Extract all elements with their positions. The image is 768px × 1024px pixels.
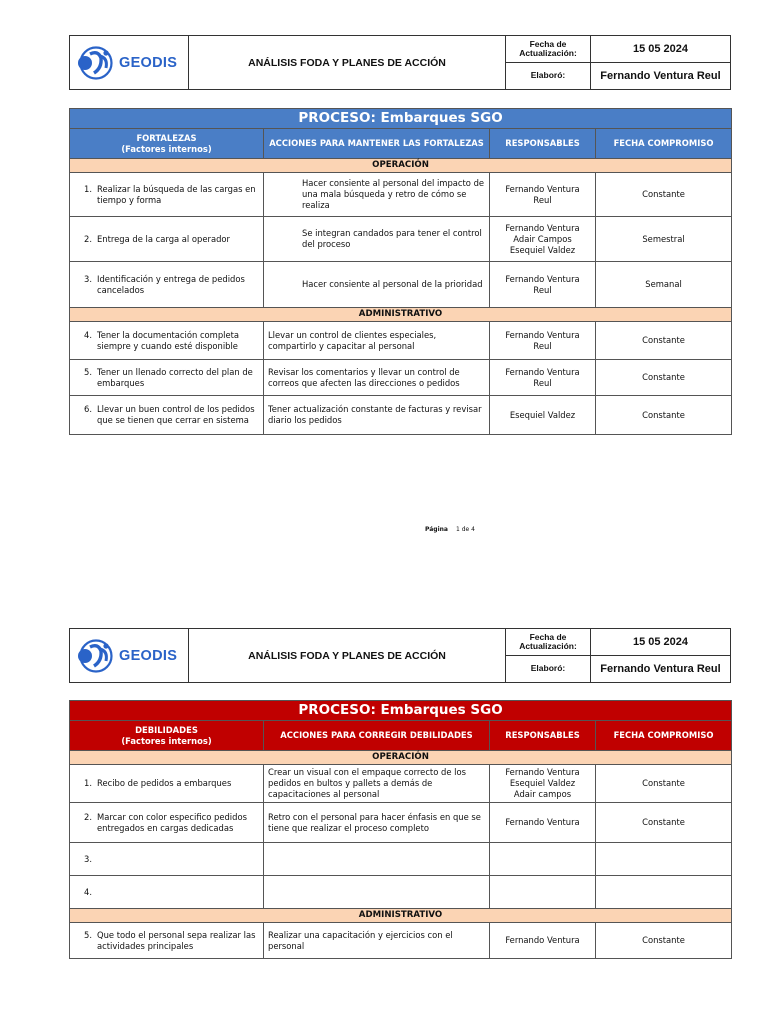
page-number — [425, 526, 475, 533]
accion-text: Tener actualización constante de facturas y revisar diario los pedidos — [264, 396, 490, 435]
section-operacion: OPERACIÓN — [70, 751, 732, 765]
fecha-text — [596, 876, 732, 909]
fecha-value: 15 05 2024 — [632, 636, 689, 648]
column-header-fortalezas: FORTALEZAS (Factores internos) — [70, 129, 264, 159]
row-number: 2. — [84, 811, 92, 822]
row-number: 3. — [84, 273, 92, 284]
column-header-responsables: RESPONSABLES — [490, 129, 596, 159]
elaboro-value: Fernando Ventura Reul — [600, 70, 721, 82]
table-row — [70, 843, 732, 876]
factor-text: Tener la documentación completa siempre y cuando esté disponible — [97, 329, 240, 351]
fecha-value: 15 05 2024 — [632, 43, 689, 55]
process-title: PROCESO: Embarques SGO — [70, 701, 732, 721]
fecha-text: Semestral — [596, 217, 732, 262]
process-title: PROCESO: Embarques SGO — [70, 109, 732, 129]
responsable-text: Fernando Ventura Reul — [490, 262, 596, 308]
column-header-fecha: FECHA COMPROMISO — [596, 129, 732, 159]
fecha-label: Fecha de Actualización: — [506, 629, 591, 655]
elaboro-label: Elaboró: — [506, 656, 591, 682]
fecha-text: Constante — [596, 803, 732, 843]
section-operacion: OPERACIÓN — [70, 159, 732, 173]
elaboro-value: Fernando Ventura Reul — [600, 663, 721, 675]
row-number: 5. — [84, 929, 92, 940]
fecha-text — [596, 843, 732, 876]
factor-text — [97, 887, 259, 898]
accion-text: Crear un visual con el empaque correcto de los pedidos en bultos y pallets a demás de capacitaciones al personal — [264, 765, 490, 803]
responsable-text: Fernando Ventura Reul — [490, 173, 596, 217]
factor-text — [97, 854, 259, 865]
accion-text: Llevar un control de clientes especiales, compartirlo y capacitar al personal — [264, 322, 490, 360]
fecha-text: Constante — [596, 173, 732, 217]
logo-text: GEODIS — [119, 54, 178, 71]
document-title: ANÁLISIS FODA Y PLANES DE ACCIÓN — [189, 36, 506, 89]
debilidades-table — [69, 700, 732, 959]
row-number: 4. — [84, 329, 92, 340]
row-number: 4. — [84, 886, 92, 897]
row-number: 1. — [84, 183, 92, 194]
column-header-acciones: ACCIONES PARA CORREGIR DEBILIDADES — [264, 721, 490, 751]
page-number-value: 1 de 4 — [455, 526, 475, 533]
geodis-logo-icon — [77, 46, 115, 80]
responsable-text: Fernando Ventura Reul — [490, 360, 596, 396]
accion-text — [264, 843, 490, 876]
column-header-acciones: ACCIONES PARA MANTENER LAS FORTALEZAS — [264, 129, 490, 159]
document-header — [69, 35, 731, 90]
responsable-text — [490, 843, 596, 876]
table-row — [70, 803, 732, 843]
factor-text: Recibo de pedidos a embarques — [97, 778, 232, 788]
document-header — [69, 628, 731, 683]
row-number: 1. — [84, 778, 92, 788]
geodis-logo-icon — [77, 639, 115, 673]
row-number: 6. — [84, 404, 92, 414]
section-administrativo: ADMINISTRATIVO — [70, 308, 732, 322]
responsable-text: Fernando Ventura Reul — [490, 322, 596, 360]
table-row — [70, 396, 732, 435]
accion-text — [264, 876, 490, 909]
fecha-text: Constante — [596, 360, 732, 396]
responsable-text: Fernando Ventura — [490, 803, 596, 843]
factor-text: Entrega de la carga al operador — [97, 233, 230, 244]
section-administrativo: ADMINISTRATIVO — [70, 909, 732, 923]
accion-text: Hacer consiente al personal de la prioridad — [264, 262, 490, 308]
elaboro-label: Elaboró: — [506, 63, 591, 89]
row-number: 3. — [84, 853, 92, 864]
factor-text: Identificación y entrega de pedidos cancelados — [97, 273, 245, 295]
row-number: 2. — [84, 233, 92, 244]
table-row — [70, 765, 732, 803]
logo-text: GEODIS — [119, 647, 178, 664]
accion-text: Realizar una capacitación y ejercicios con el personal — [264, 923, 490, 959]
responsable-text: Fernando Ventura Esequiel Valdez Adair campos — [490, 765, 596, 803]
responsable-text: Fernando Ventura Adair Campos Esequiel Valdez — [490, 217, 596, 262]
row-number: 5. — [84, 366, 92, 377]
column-header-responsables: RESPONSABLES — [490, 721, 596, 751]
table-row — [70, 217, 732, 262]
factor-text: Realizar la búsqueda de las cargas en tiempo y forma — [97, 183, 256, 205]
responsable-text: Esequiel Valdez — [490, 396, 596, 435]
responsable-text: Fernando Ventura — [490, 923, 596, 959]
logo — [70, 36, 189, 89]
logo — [70, 629, 189, 682]
accion-text: Retro con el personal para hacer énfasis en que se tiene que realizar el proceso completo — [264, 803, 490, 843]
fecha-text: Constante — [596, 923, 732, 959]
factor-text: Marcar con color especifico pedidos entregados en cargas dedicadas — [97, 811, 247, 833]
document-title: ANÁLISIS FODA Y PLANES DE ACCIÓN — [189, 629, 506, 682]
column-header-fecha: FECHA COMPROMISO — [596, 721, 732, 751]
fortalezas-table — [69, 108, 732, 435]
fecha-text: Constante — [596, 396, 732, 435]
accion-text: Hacer consiente al personal del impacto de una mala búsqueda y retro de cómo se realiza — [264, 173, 490, 217]
accion-text: Revisar los comentarios y llevar un control de correos que afecten las direcciones o pedidos — [264, 360, 490, 396]
factor-text: Llevar un buen control de los pedidos que se tienen que cerrar en sistema — [97, 404, 255, 425]
fecha-text: Semanal — [596, 262, 732, 308]
responsable-text — [490, 876, 596, 909]
fecha-label: Fecha de Actualización: — [506, 36, 591, 62]
page-number-label: Página — [425, 526, 448, 533]
table-row — [70, 923, 732, 959]
table-row — [70, 262, 732, 308]
table-row — [70, 360, 732, 396]
accion-text: Se integran candados para tener el control del proceso — [264, 217, 490, 262]
table-row — [70, 173, 732, 217]
factor-text: Tener un llenado correcto del plan de embarques — [97, 366, 253, 388]
factor-text: Que todo el personal sepa realizar las actividades principales — [97, 929, 256, 951]
table-row — [70, 322, 732, 360]
column-header-debilidades: DEBILIDADES (Factores internos) — [70, 721, 264, 751]
fecha-text: Constante — [596, 322, 732, 360]
table-row — [70, 876, 732, 909]
fecha-text: Constante — [596, 765, 732, 803]
